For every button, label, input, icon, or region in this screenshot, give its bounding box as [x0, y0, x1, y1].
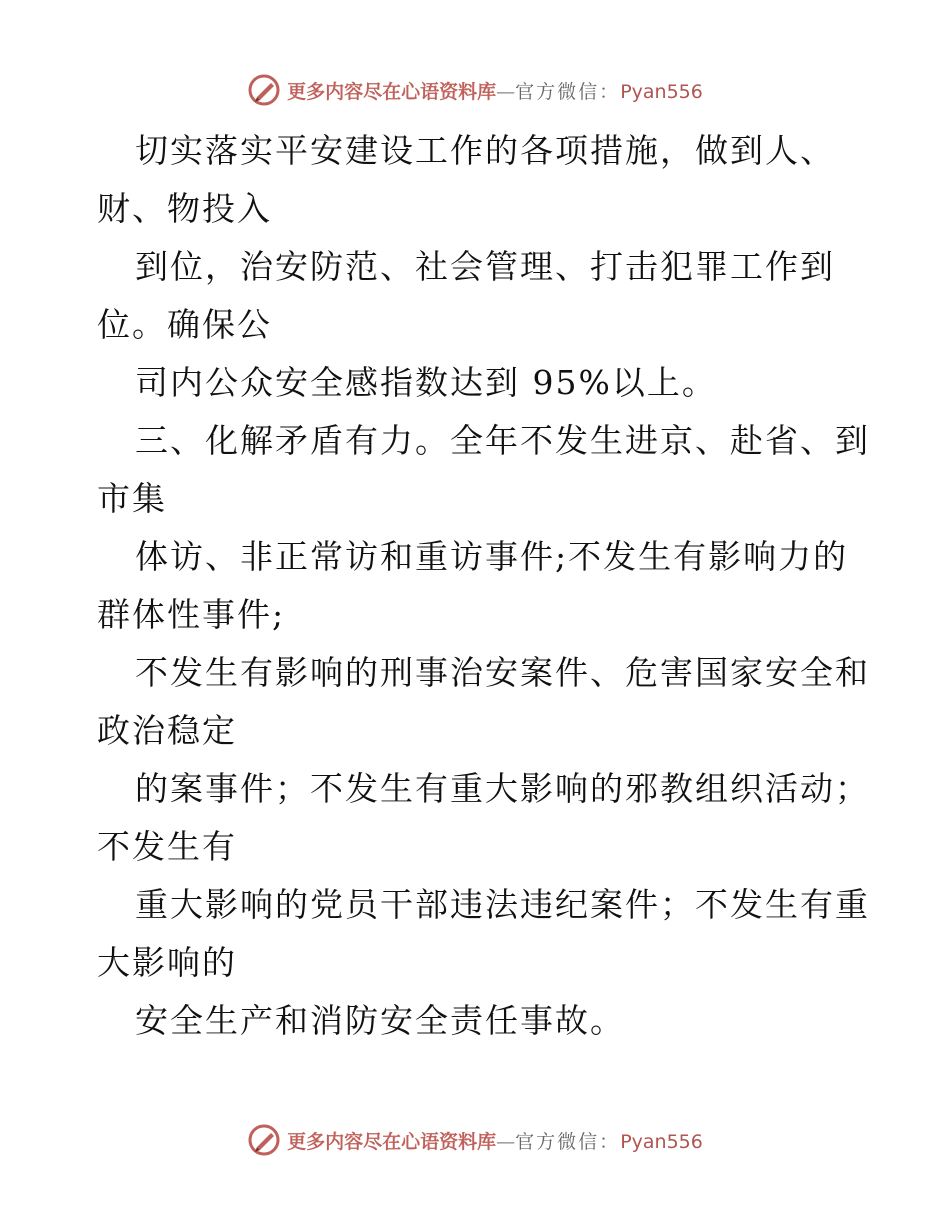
- watermark-main: 更多内容尽在心语资料库: [287, 1130, 497, 1153]
- watermark-text: [287, 1127, 703, 1154]
- watermark-official: 官方微信：: [515, 1130, 621, 1153]
- text-line: 三、化解矛盾有力。全年不发生进京、赴省、到: [135, 421, 870, 460]
- watermark-separator: —: [496, 1130, 516, 1153]
- text-line: 不发生有: [97, 827, 237, 866]
- document-body: [97, 122, 870, 1050]
- text-line: 重大影响的党员干部违法违纪案件；不发生有重: [135, 885, 870, 924]
- watermark-official: 官方微信：: [515, 80, 621, 103]
- watermark-text: [287, 77, 703, 104]
- pen-logo-icon: [247, 1123, 281, 1157]
- text-line: 大影响的: [97, 943, 237, 982]
- watermark-id: Pyan556: [620, 1130, 703, 1153]
- header-watermark: [0, 70, 950, 110]
- watermark-main: 更多内容尽在心语资料库: [287, 80, 497, 103]
- text-line: 不发生有影响的刑事治安案件、危害国家安全和: [135, 653, 870, 692]
- text-line: 到位，治安防范、社会管理、打击犯罪工作到: [135, 247, 835, 286]
- text-line: 财、物投入: [97, 189, 272, 228]
- text-line: 市集: [97, 479, 167, 518]
- text-line: 体访、非正常访和重访事件;不发生有影响力的: [135, 537, 849, 576]
- text-line: 位。确保公: [97, 305, 272, 344]
- text-line: 群体性事件;: [97, 595, 286, 634]
- text-line: 切实落实平安建设工作的各项措施，做到人、: [135, 131, 835, 170]
- text-line: 司内公众安全感指数达到 95%以上。: [135, 363, 717, 402]
- footer-watermark: [0, 1120, 950, 1160]
- watermark-id: Pyan556: [620, 80, 703, 103]
- text-line: 的案事件；不发生有重大影响的邪教组织活动；: [135, 769, 870, 808]
- watermark-separator: —: [496, 80, 516, 103]
- text-line: 安全生产和消防安全责任事故。: [135, 1001, 625, 1040]
- text-line: 政治稳定: [97, 711, 237, 750]
- pen-logo-icon: [247, 73, 281, 107]
